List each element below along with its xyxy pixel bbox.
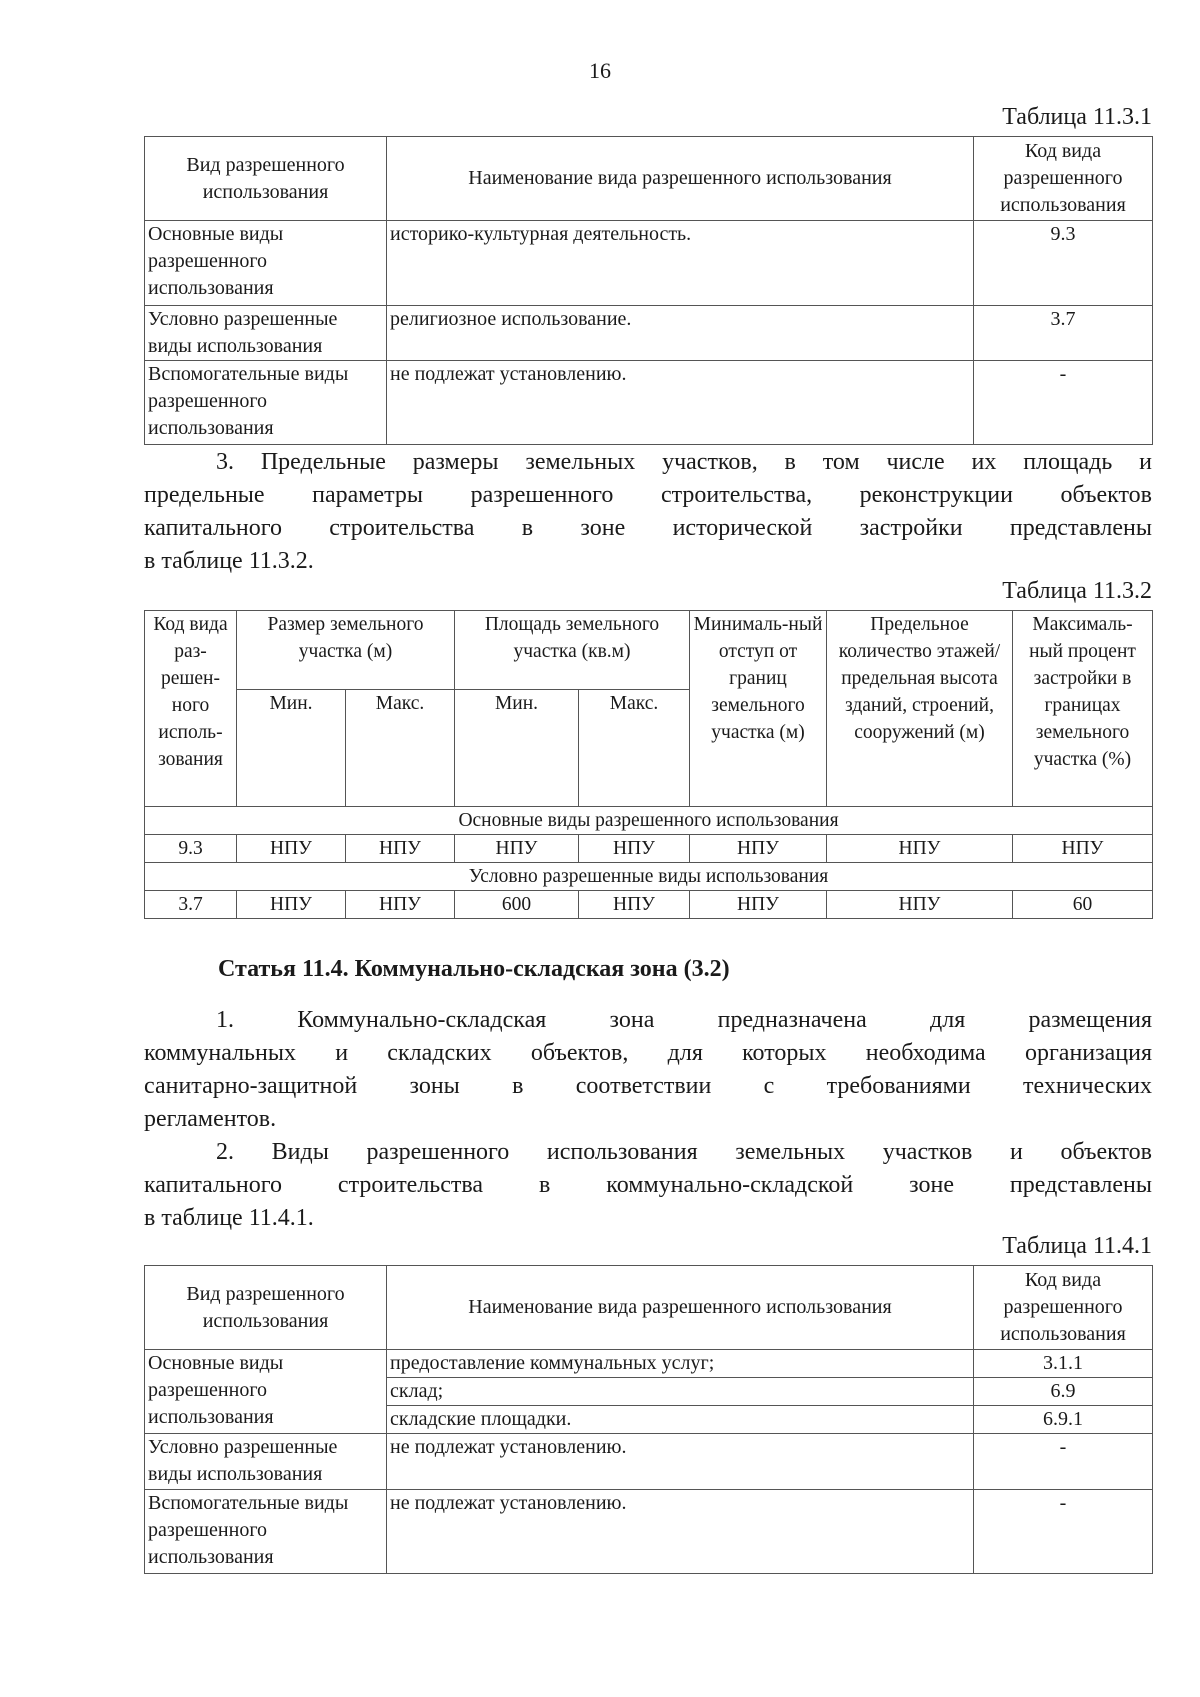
table-row xyxy=(145,891,1153,919)
use-type-cell: Вспомогательные виды разрешенного использования xyxy=(145,1490,387,1574)
header-cell: Код вида разрешенного использования xyxy=(974,137,1153,221)
paragraph-line: предельные параметры разрешенного строительства, реконструкции объектов xyxy=(144,482,1152,508)
use-name-cell: склад; xyxy=(387,1378,974,1406)
table-cell: НПУ xyxy=(1013,835,1153,863)
header-max: Макс. xyxy=(579,690,690,807)
header-plot-area: Площадь земельного участка (кв.м) xyxy=(455,611,690,690)
header-coverage: Максималь-ный процент застройки в границах земельного участка (%) xyxy=(1013,611,1153,807)
use-code-cell: - xyxy=(974,1434,1153,1490)
header-cell: Вид разрешенного использования xyxy=(145,1266,387,1350)
use-code-cell: 3.7 xyxy=(974,306,1153,361)
table-cell: НПУ xyxy=(346,835,455,863)
use-code-cell: - xyxy=(974,361,1153,445)
table-cell: НПУ xyxy=(455,835,579,863)
use-code-cell: 9.3 xyxy=(974,221,1153,306)
header-code: Код вида раз-решен-ного исполь-зования xyxy=(145,611,237,807)
header-plot-size: Размер земельного участка (м) xyxy=(237,611,455,690)
use-name-cell: предоставление коммунальных услуг; xyxy=(387,1350,974,1378)
table-row xyxy=(145,306,1153,361)
paragraph-line: в таблице 11.3.2. xyxy=(144,548,314,574)
table-cell: 600 xyxy=(455,891,579,919)
table-cell: 60 xyxy=(1013,891,1153,919)
table-cell: НПУ xyxy=(827,835,1013,863)
use-type-cell: Основные виды разрешенного использования xyxy=(145,221,387,306)
table-cell: НПУ xyxy=(690,891,827,919)
table-cell: НПУ xyxy=(579,891,690,919)
use-type-cell: Условно разрешенные виды использования xyxy=(145,306,387,361)
table-cell: НПУ xyxy=(237,835,346,863)
header-floors: Предельное количество этажей/ предельная высота зданий, строений, сооружений (м) xyxy=(827,611,1013,807)
use-type-cell: Условно разрешенные виды использования xyxy=(145,1434,387,1490)
table-caption: Таблица 11.4.1 xyxy=(1002,1233,1152,1259)
table-row xyxy=(145,1434,1153,1490)
use-code-cell: 6.9 xyxy=(974,1378,1153,1406)
paragraph-line: регламентов. xyxy=(144,1106,277,1132)
table-11-4-1 xyxy=(144,1265,1153,1574)
table-cell: 9.3 xyxy=(145,835,237,863)
table-row xyxy=(145,361,1153,445)
header-min: Мин. xyxy=(455,690,579,807)
use-name-cell: не подлежат установлению. xyxy=(387,1490,974,1574)
use-type-cell: Вспомогательные виды разрешенного использования xyxy=(145,361,387,445)
table-row xyxy=(145,221,1153,306)
paragraph-line: 1. Коммунально-складская зона предназначена для размещения xyxy=(216,1007,1152,1033)
header-cell: Наименование вида разрешенного использования xyxy=(387,137,974,221)
table-caption: Таблица 11.3.2 xyxy=(1002,578,1152,604)
use-code-cell: 3.1.1 xyxy=(974,1350,1153,1378)
section-row-conditional: Условно разрешенные виды использования xyxy=(145,863,1153,891)
paragraph-line: в таблице 11.4.1. xyxy=(144,1205,314,1231)
header-cell: Код вида разрешенного использования xyxy=(974,1266,1153,1350)
use-name-cell: не подлежат установлению. xyxy=(387,1434,974,1490)
header-cell: Наименование вида разрешенного использования xyxy=(387,1266,974,1350)
article-heading: Статья 11.4. Коммунально-складская зона (3.2) xyxy=(218,956,730,982)
paragraph-1 xyxy=(144,1004,1152,1136)
use-name-cell: не подлежат установлению. xyxy=(387,361,974,445)
use-name-cell: историко-культурная деятельность. xyxy=(387,221,974,306)
table-cell: НПУ xyxy=(579,835,690,863)
table-cell: НПУ xyxy=(237,891,346,919)
section-row-main: Основные виды разрешенного использования xyxy=(145,807,1153,835)
table-caption: Таблица 11.3.1 xyxy=(1002,104,1152,130)
header-min: Мин. xyxy=(237,690,346,807)
paragraph-3 xyxy=(144,446,1152,578)
paragraph-line: капитального строительства в зоне исторической застройки представлены xyxy=(144,515,1152,541)
header-max: Макс. xyxy=(346,690,455,807)
table-row xyxy=(145,1350,1153,1378)
paragraph-2 xyxy=(144,1136,1152,1235)
paragraph-line: капитального строительства в коммунально-складской зоне представлены xyxy=(144,1172,1152,1198)
header-setback: Минималь-ный отступ от границ земельного участка (м) xyxy=(690,611,827,807)
use-code-cell: 6.9.1 xyxy=(974,1406,1153,1434)
use-type-cell: Основные виды разрешенного использования xyxy=(145,1350,387,1434)
page-number: 16 xyxy=(589,58,611,83)
paragraph-line: 3. Предельные размеры земельных участков, в том числе их площадь и xyxy=(216,449,1152,475)
table-cell: НПУ xyxy=(827,891,1013,919)
use-name-cell: складские площадки. xyxy=(387,1406,974,1434)
table-cell: НПУ xyxy=(690,835,827,863)
header-cell: Вид разрешенного использования xyxy=(145,137,387,221)
paragraph-line: санитарно-защитной зоны в соответствии с требованиями технических xyxy=(144,1073,1152,1099)
paragraph-line: коммунальных и складских объектов, для которых необходима организация xyxy=(144,1040,1152,1066)
table-11-3-1 xyxy=(144,136,1153,445)
use-code-cell: - xyxy=(974,1490,1153,1574)
table-row xyxy=(145,835,1153,863)
use-name-cell: религиозное использование. xyxy=(387,306,974,361)
paragraph-line: 2. Виды разрешенного использования земельных участков и объектов xyxy=(216,1139,1152,1165)
table-11-3-2 xyxy=(144,610,1153,919)
table-row xyxy=(145,1490,1153,1574)
table-cell: НПУ xyxy=(346,891,455,919)
table-cell: 3.7 xyxy=(145,891,237,919)
